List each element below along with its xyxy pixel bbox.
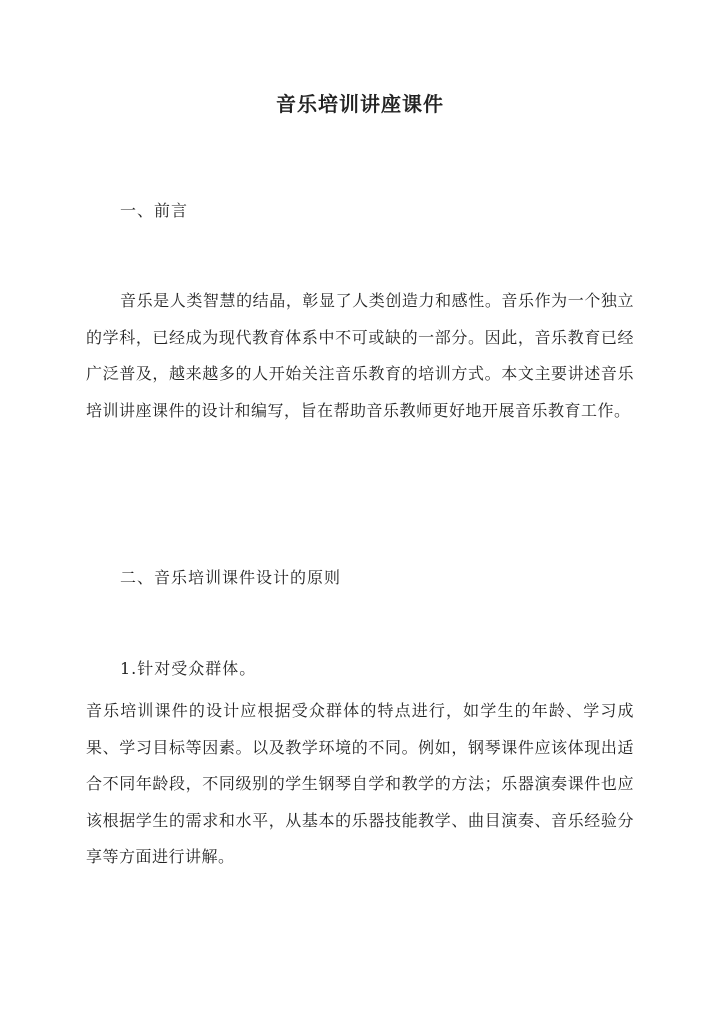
subsection-heading-target-audience: 1.针对受众群体。 <box>120 659 257 678</box>
document-title: 音乐培训讲座课件 <box>276 92 444 116</box>
preface-paragraph: 音乐是人类智慧的结晶，彰显了人类创造力和感性。音乐作为一个独立的学科，已经成为现代教育体系中不可或缺的一部分。因此，音乐教育已经广泛普及，越来越多的人开始关注音乐教育的培训方式。本文主要讲述音乐培训讲座课件的设计和编写，旨在帮助音乐教师更好地开展音乐教育工作。 <box>86 291 634 420</box>
section-heading-principles: 二、音乐培训课件设计的原则 <box>120 568 342 587</box>
section-heading-preface: 一、前言 <box>120 201 189 220</box>
target-audience-paragraph: 音乐培训课件的设计应根据受众群体的特点进行，如学生的年龄、学习成果、学习目标等因素。以及教学环境的不同。例如，钢琴课件应该体现出适合不同年龄段，不同级别的学生钢琴自学和教学的方法；乐器演奏课件也应该根据学生的需求和水平，从基本的乐器技能教学、曲目演奏、音乐经验分享等方面进行讲解。 <box>86 701 634 866</box>
